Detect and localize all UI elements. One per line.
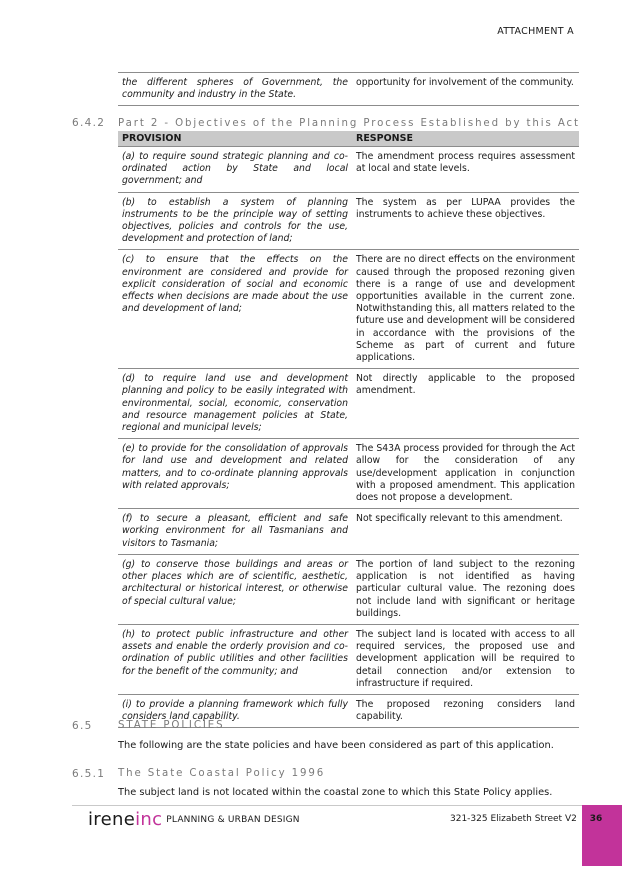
- logo-text-irene: irene: [88, 809, 136, 830]
- response-cell: The amendment process requires assessment at local and state levels.: [356, 151, 575, 175]
- table-header-row: [118, 131, 579, 147]
- response-cell: Not directly applicable to the proposed amendment.: [356, 373, 575, 397]
- section-number-651: 6.5.1: [72, 768, 106, 780]
- provision-cell: (c) to ensure that the effects on the environment are considered and provide for explicit consideration of social and economic effects when decisions are made about the use and development of land;: [122, 254, 348, 315]
- response-cell: The subject land is located with access to all required services, the proposed use and development application will be required to detail connection and/or extension to infrastructure if required.: [356, 628, 575, 689]
- continued-table: [118, 72, 579, 106]
- provision-cell: (e) to provide for the consolidation of approvals for land use and development and related matters, and to co-ordinate planning approvals with related approvals;: [122, 443, 348, 491]
- page-number-box: [582, 805, 622, 866]
- company-logo: [88, 809, 300, 830]
- provision-cell: (g) to conserve those buildings and areas or other places which are of scientific, aesthetic, architectural or historical interest, or otherwise of special cultural value;: [122, 558, 348, 607]
- response-cell: The S43A process provided for through the Act allow for the consideration of any use/development application in conjunction with a proposed amendment. This application does not propose a development.: [356, 443, 575, 504]
- table-row: [118, 509, 579, 555]
- table-row: [118, 554, 579, 624]
- column-header-provision: PROVISION: [118, 131, 352, 147]
- table-row: [118, 147, 579, 193]
- logo-tagline: PLANNING & URBAN DESIGN: [166, 815, 300, 825]
- response-cell: opportunity for involvement of the community.: [356, 77, 574, 88]
- table-row: [118, 369, 579, 439]
- provision-cell: (h) to protect public infrastructure and other assets and enable the orderly provision and co-ordination of public utilities and other facilities for the benefit of the community; and: [122, 628, 348, 677]
- logo-text-inc: inc: [135, 809, 163, 830]
- footer-divider: [72, 805, 582, 806]
- section-text-65: The following are the state policies and have been considered as part of this application.: [118, 740, 554, 751]
- provision-cell: (i) to provide a planning framework which fully considers land capability.: [122, 698, 348, 723]
- section-number-642: 6.4.2: [72, 117, 106, 129]
- table-row: [118, 624, 579, 694]
- section-number-65: 6.5: [72, 720, 93, 732]
- page-number: 36: [589, 814, 603, 824]
- objectives-table: [118, 131, 579, 728]
- provision-cell: (a) to require sound strategic planning and co-ordinated action by State and local government; and: [122, 151, 348, 187]
- response-cell: Not specifically relevant to this amendment.: [356, 513, 563, 525]
- section-text-651: The subject land is not located within the coastal zone to which this State Policy applies.: [118, 787, 553, 798]
- attachment-label: ATTACHMENT A: [497, 26, 574, 37]
- provision-cell: (b) to establish a system of planning instruments to be the principle way of setting objectives, policies and controls for the use, development and protection of land;: [122, 196, 348, 245]
- provision-cell: the different spheres of Government, the community and industry in the State.: [122, 77, 348, 101]
- response-cell: The system as per LUPAA provides the instruments to achieve these objectives.: [356, 196, 575, 220]
- response-cell: The portion of land subject to the rezoning application is not identified as having particular cultural value. The rezoning does not include land with significant or heritage buildings.: [356, 558, 575, 619]
- table-row: [118, 73, 579, 106]
- section-title-642: Part 2 - Objectives of the Planning Process Established by this Act: [118, 118, 580, 129]
- provision-cell: (f) to secure a pleasant, efficient and safe working environment for all Tasmanians and visitors to Tasmania;: [122, 513, 348, 549]
- table-row: [118, 250, 579, 369]
- section-title-651: The State Coastal Policy 1996: [118, 768, 326, 779]
- table-row: [118, 439, 579, 509]
- provision-cell: (d) to require land use and development planning and policy to be easily integrated with environmental, social, economic, conservation and resource management policies at State, regional and municipal levels;: [122, 373, 348, 434]
- response-cell: There are no direct effects on the environment caused through the proposed rezoning given there is a range of use and development opportunities available in the current zone. Notwithstanding this, all matters related to the future use and development will be considered in accordance with the provisions of the Scheme as part of current and future applications.: [356, 254, 575, 364]
- table-row: [118, 192, 579, 250]
- section-title-65: STATE POLICIES: [118, 720, 225, 731]
- response-cell: The proposed rezoning considers land capability.: [356, 698, 575, 723]
- column-header-response: RESPONSE: [352, 131, 579, 147]
- footer-address: 321-325 Elizabeth Street V2: [450, 814, 577, 824]
